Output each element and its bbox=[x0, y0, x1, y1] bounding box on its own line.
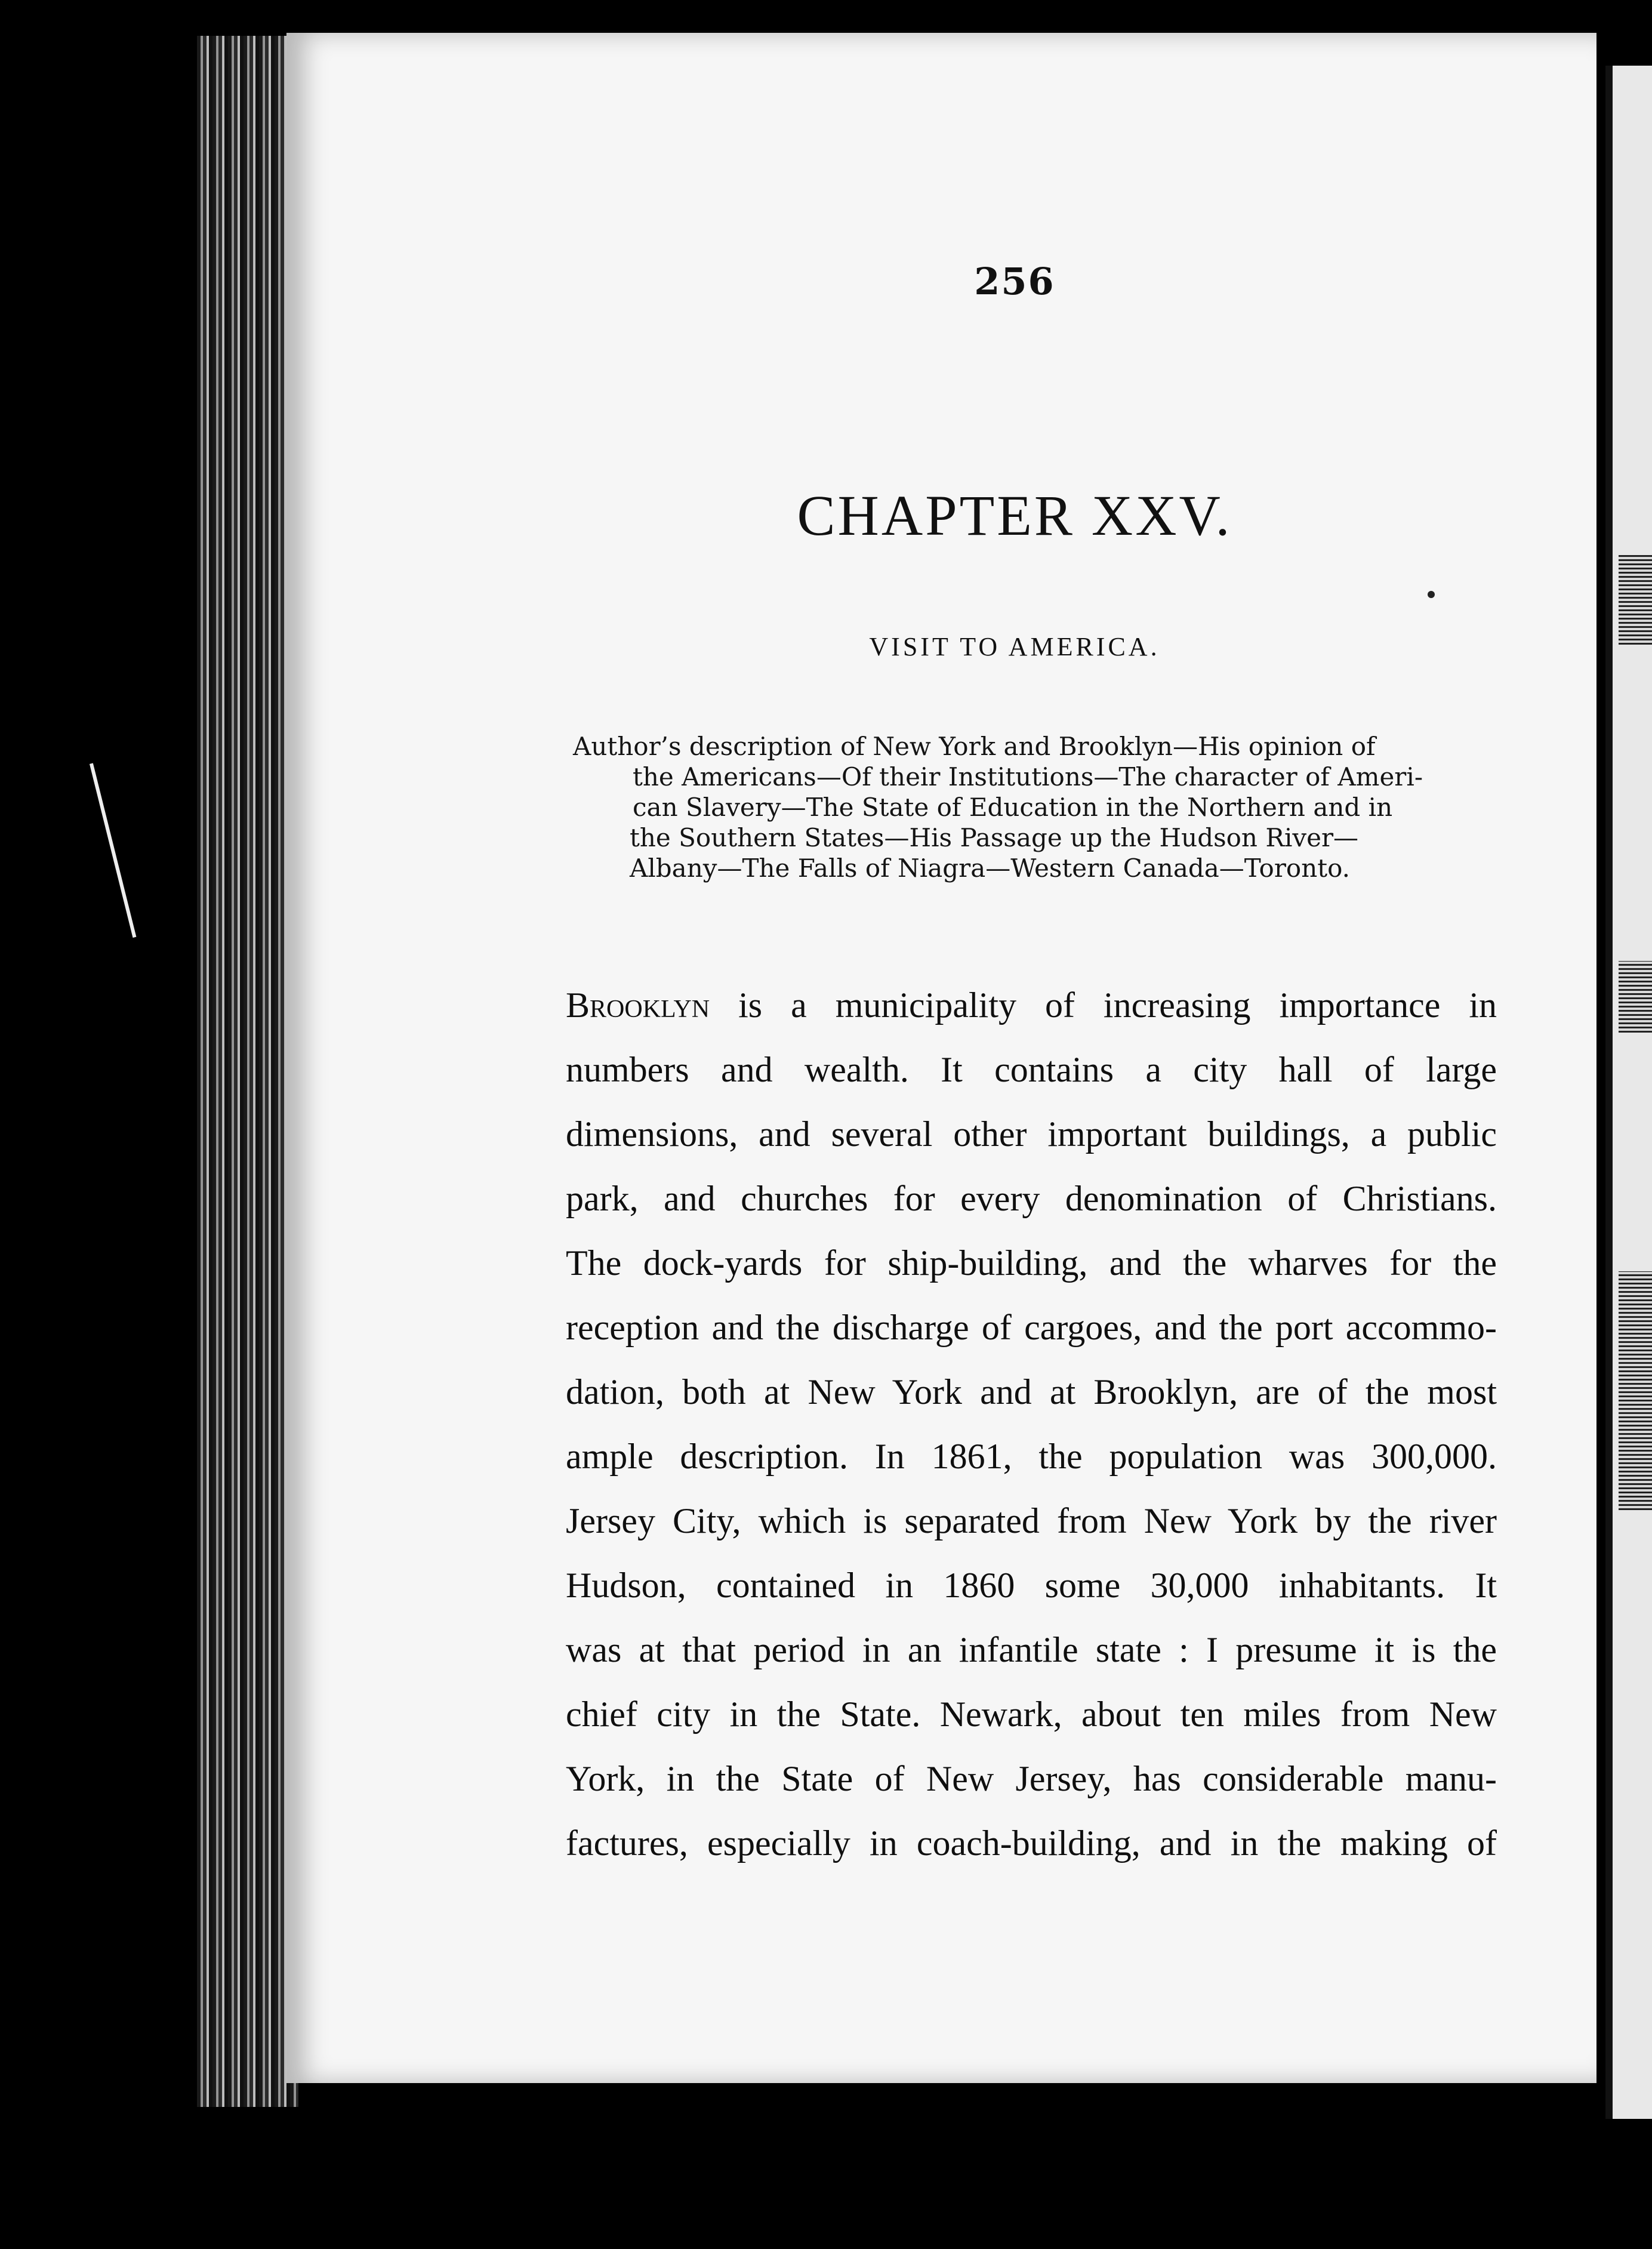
book-page-edges bbox=[197, 36, 298, 2107]
body-line: park, and churches for every denomination of Christians. bbox=[566, 1179, 1497, 1218]
body-line: Hudson, contained in 1860 some 30,000 inhabitants. It bbox=[566, 1566, 1497, 1605]
body-line-text: is a municipality of increasing importance in bbox=[710, 985, 1497, 1025]
facing-page-engraving bbox=[1619, 961, 1652, 1033]
chapter-synopsis bbox=[573, 731, 1492, 883]
body-line: chief city in the State. Newark, about ten miles from New bbox=[566, 1695, 1497, 1734]
synopsis-line: Albany—The Falls of Niagra—Western Canada—Toronto. bbox=[630, 854, 1351, 883]
body-line: was at that period in an infantile state : I presume it is the bbox=[566, 1630, 1497, 1669]
facing-page-engraving bbox=[1619, 555, 1652, 645]
body-line: dation, both at New York and at Brooklyn, are of the most bbox=[566, 1372, 1497, 1412]
body-line: reception and the discharge of cargoes, and the port accommo- bbox=[566, 1308, 1497, 1347]
body-paragraph bbox=[566, 973, 1497, 1875]
body-line: ample description. In 1861, the population was 300,000. bbox=[566, 1437, 1497, 1476]
body-line: York, in the State of New Jersey, has considerable manu- bbox=[566, 1759, 1497, 1798]
body-line: dimensions, and several other important buildings, a public bbox=[566, 1114, 1497, 1154]
body-line: factures, especially in coach-building, and in the making of bbox=[566, 1823, 1497, 1863]
synopsis-line: can Slavery—The State of Education in the Northern and in bbox=[633, 793, 1393, 822]
chapter-subtitle: VISIT TO AMERICA. bbox=[869, 632, 1160, 661]
page-number: 256 bbox=[974, 260, 1055, 303]
drop-word: Brooklyn bbox=[566, 985, 710, 1025]
facing-page-edge bbox=[1605, 66, 1652, 2119]
synopsis-line: the Americans—Of their Institutions—The character of Ameri- bbox=[633, 762, 1423, 791]
chapter-title: CHAPTER XXV. bbox=[797, 483, 1232, 547]
synopsis-line: the Southern States—His Passage up the Hudson River— bbox=[630, 823, 1359, 852]
ink-speck bbox=[1428, 591, 1435, 598]
synopsis-line: Author’s description of New York and Brooklyn—His opinion of bbox=[573, 732, 1376, 761]
facing-page-engraving bbox=[1619, 1271, 1652, 1510]
body-line: Jersey City, which is separated from New York by the river bbox=[566, 1501, 1497, 1541]
body-line: numbers and wealth. It contains a city hall of large bbox=[566, 1050, 1497, 1089]
body-line: The dock-yards for ship-building, and the wharves for the bbox=[566, 1243, 1497, 1283]
body-line bbox=[566, 973, 1497, 1037]
